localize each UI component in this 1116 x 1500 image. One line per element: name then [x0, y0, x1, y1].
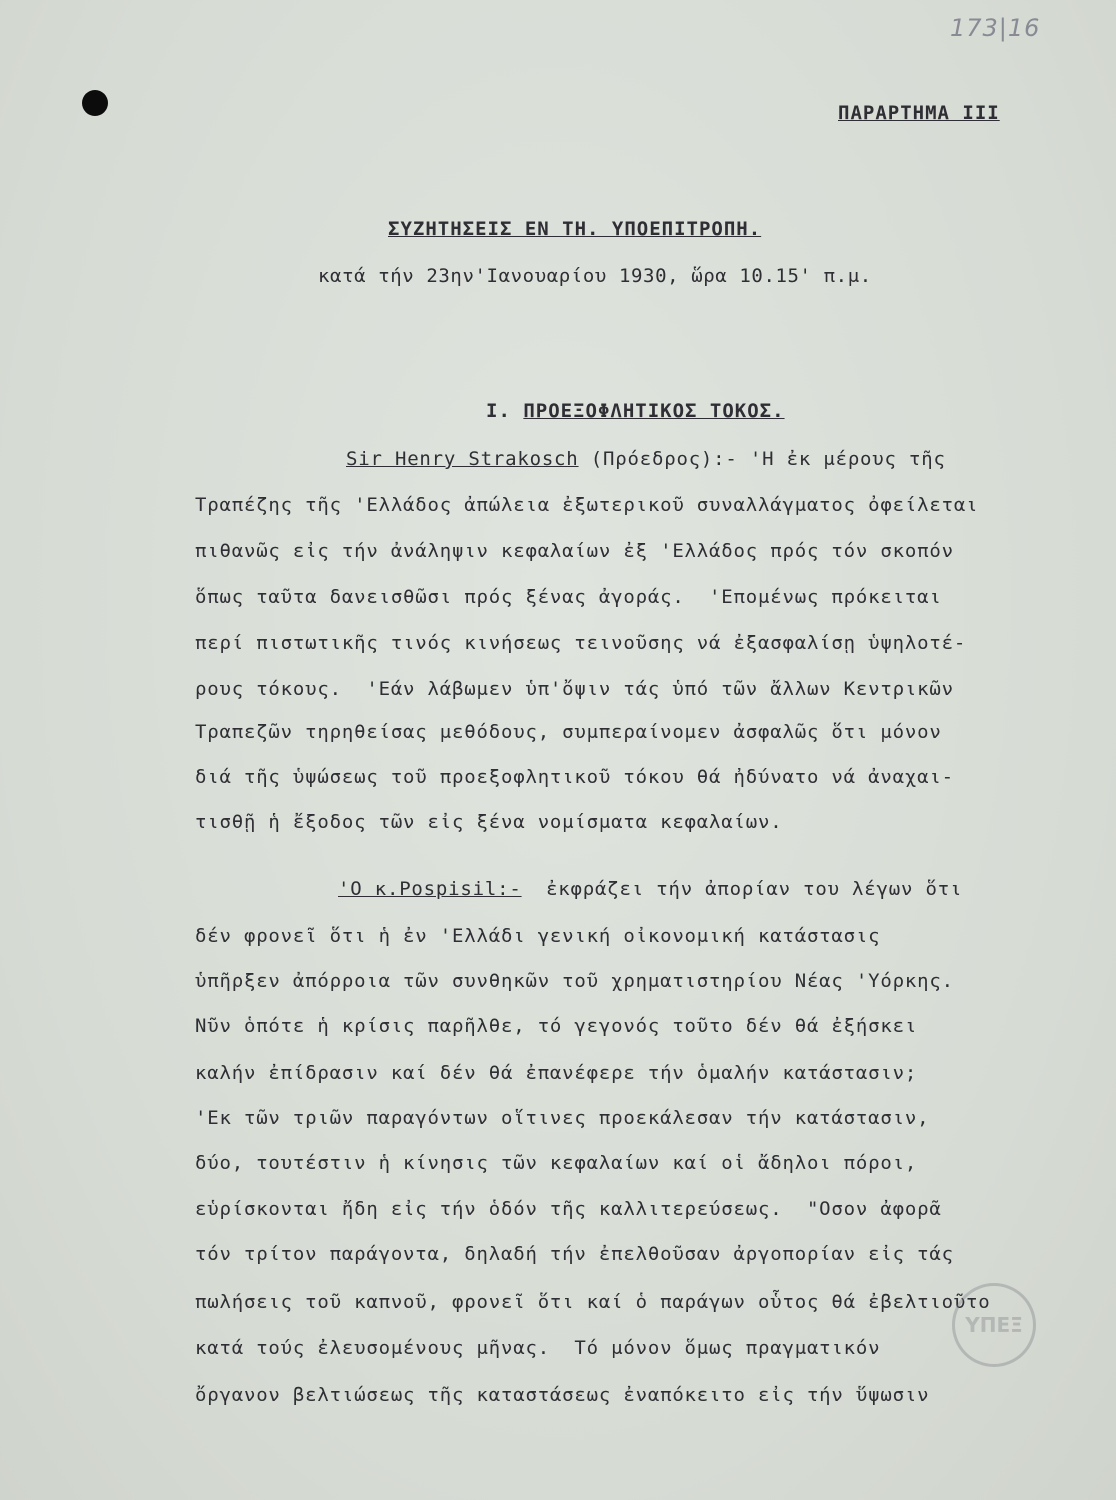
text-line: Τραπεζῶν τηρηθείσας μεθόδους, συμπεραίνομεν ἀσφαλῶς ὅτι μόνον	[195, 721, 942, 743]
text-line: διά τῆς ὑψώσεως τοῦ προεξοφλητικοῦ τόκου θά ἠδύνατο νά ἀναχαι-	[195, 766, 954, 788]
text-line: δύο, τουτέστιν ἡ κίνησις τῶν κεφαλαίων καί οἱ ἄδηλοι πόροι,	[195, 1152, 918, 1174]
text-line: πωλήσεις τοῦ καπνοῦ, φρονεῖ ὅτι καί ὁ παράγων οὗτος θά ἐβελτιοῦτο	[195, 1291, 991, 1313]
section-title: ΠΡΟΕΞΟΦΛΗΤΙΚΟΣ ΤΟΚΟΣ.	[523, 400, 785, 422]
annex-label: ΠΑΡΑΡΤΗΜΑ III	[838, 102, 1000, 124]
text-line: κατά τούς ἐλευσομένους μῆνας. Τό μόνον ὅμως πραγματικόν	[195, 1337, 881, 1359]
text-line: Τραπέζης τῆς 'Ελλάδος ἀπώλεια ἐξωτερικοῦ συναλλάγματος ὀφείλεται	[195, 494, 979, 516]
text-line: πιθανῶς εἰς τήν ἀνάληψιν κεφαλαίων ἐξ 'Ελλάδος πρός τόν σκοπόν	[195, 540, 954, 562]
speaker-name: 'Ο κ.Pospisil:-	[338, 878, 522, 900]
archive-stamp: ΥΠΕΞ	[952, 1283, 1036, 1367]
text-line: εὑρίσκονται ἤδη εἰς τήν ὁδόν τῆς καλλιτερεύσεως. "Οσον ἀφορᾶ	[195, 1198, 942, 1220]
text-line: ὄργανον βελτιώσεως τῆς καταστάσεως ἐναπόκειτο εἰς τήν ὕψωσιν	[195, 1384, 930, 1406]
speaker-name: Sir Henry Strakosch	[346, 448, 579, 470]
text-line: τόν τρίτον παράγοντα, δηλαδή τήν ἐπελθοῦσαν ἀργοπορίαν εἰς τάς	[195, 1243, 954, 1265]
punch-hole	[82, 90, 108, 116]
text-line: τισθῇ ἡ ἔξοδος τῶν εἰς ξένα νομίσματα κεφαλαίων.	[195, 811, 783, 833]
speech2-first-line	[338, 877, 962, 901]
archive-number: 173|16	[950, 14, 1041, 42]
text-line: δέν φρονεῖ ὅτι ἡ ἐν 'Ελλάδι γενική οἰκονομική κατάστασις	[195, 925, 881, 947]
speaker-role: (Πρόεδρος):-	[578, 448, 750, 470]
text-line: ἐκφράζει τήν ἀπορίαν του λέγων ὅτι	[521, 878, 963, 900]
document-date: κατά τήν 23ην'Ιανουαρίου 1930, ὥρα 10.15' π.μ.	[318, 265, 872, 287]
text-line: 'Η ἐκ μέρους τῆς	[749, 448, 946, 470]
text-line: περί πιστωτικῆς τινός κινήσεως τεινοῦσης νά ἐξασφαλίσῃ ὑψηλοτέ-	[195, 632, 967, 654]
section-number: Ι.	[486, 400, 511, 422]
section-heading	[486, 400, 785, 422]
text-line: Νῦν ὁπότε ἡ κρίσις παρῆλθε, τό γεγονός τοῦτο δέν θά ἐξήσκει	[195, 1015, 918, 1037]
document-title: ΣΥΖΗΤΗΣΕΙΣ ΕΝ ΤΗ. ΥΠΟΕΠΙΤΡΟΠΗ.	[388, 218, 762, 240]
text-line: 'Εκ τῶν τριῶν παραγόντων οἵτινες προεκάλεσαν τήν κατάστασιν,	[195, 1107, 930, 1129]
text-line: ὑπῆρξεν ἀπόρροια τῶν συνθηκῶν τοῦ χρηματιστηρίου Νέας 'Υόρκης.	[195, 970, 954, 992]
text-line: καλήν ἐπίδρασιν καί δέν θά ἐπανέφερε τήν ὁμαλήν κατάστασιν;	[195, 1062, 918, 1084]
text-line: ὅπως ταῦτα δανεισθῶσι πρός ξένας ἀγοράς. 'Επομένως πρόκειται	[195, 586, 942, 608]
speech1-first-line	[346, 447, 946, 471]
text-line: ρους τόκους. 'Εάν λάβωμεν ὑπ'ὄψιν τάς ὑπό τῶν ἄλλων Κεντρικῶν	[195, 678, 954, 700]
